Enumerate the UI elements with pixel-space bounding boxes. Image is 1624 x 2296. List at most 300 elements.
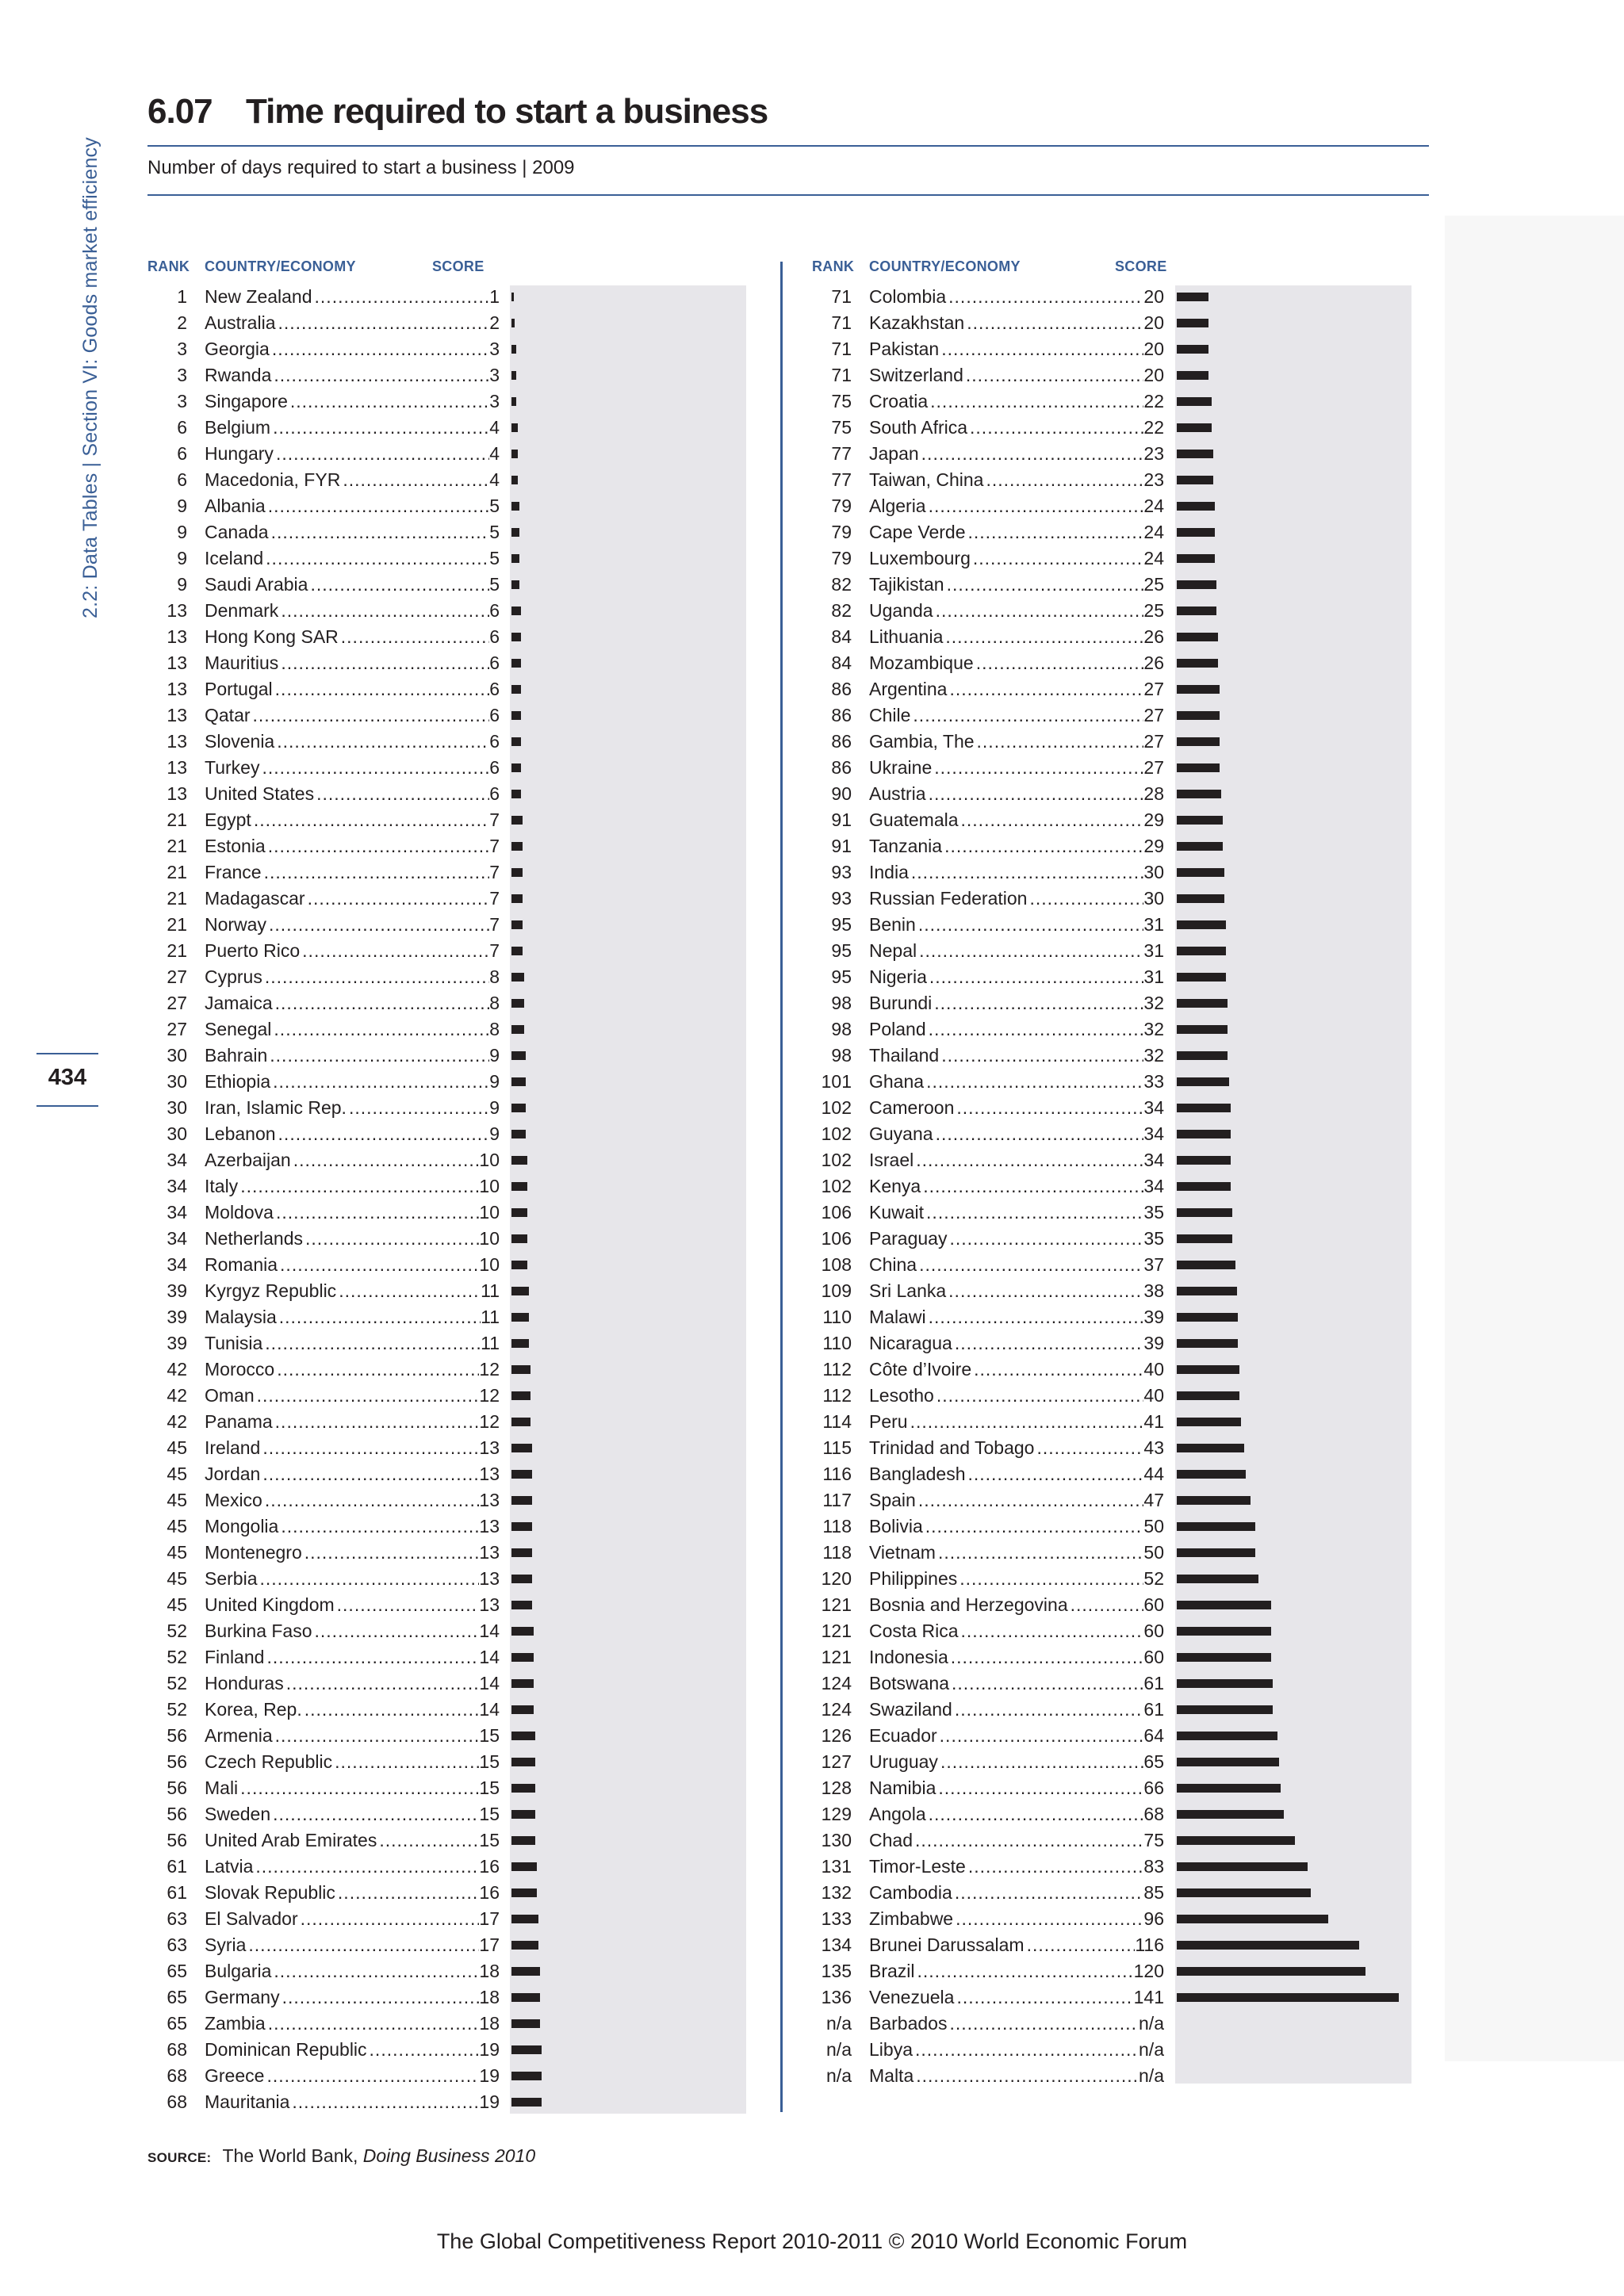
bar <box>1177 633 1218 641</box>
rank-cell: 86 <box>831 679 852 699</box>
bar <box>511 1077 526 1086</box>
country-score-cell <box>205 1932 500 1958</box>
country-score-cell <box>869 336 1164 362</box>
country-score-cell <box>869 1069 1164 1095</box>
bar <box>511 2072 542 2080</box>
rank-cell: 63 <box>167 1908 187 1929</box>
leader-dots <box>948 1278 1143 1304</box>
country-name: Sweden <box>205 1804 271 1824</box>
country-name: Slovenia <box>205 731 275 752</box>
rank-cell: 127 <box>821 1751 852 1772</box>
country-score-cell <box>205 1906 500 1932</box>
country-name: Switzerland <box>869 365 963 385</box>
leader-dots <box>941 336 1143 362</box>
bar <box>1177 1836 1295 1845</box>
leader-dots <box>304 1540 480 1566</box>
country-score-cell <box>205 859 500 886</box>
bar <box>511 1313 529 1322</box>
bar <box>511 1941 538 1950</box>
country-score-cell <box>869 1775 1164 1801</box>
country-score-cell <box>205 676 500 702</box>
score-value: 33 <box>1143 1071 1164 1092</box>
country-name: Italy <box>205 1176 239 1196</box>
bar <box>1177 1496 1251 1505</box>
leader-dots <box>947 572 1144 598</box>
country-score-cell <box>869 1540 1164 1566</box>
country-score-cell <box>205 729 500 755</box>
country-score-cell <box>205 1200 500 1226</box>
country-score-cell <box>205 1958 500 1984</box>
bar <box>511 1705 534 1714</box>
country-name: Mongolia <box>205 1516 279 1536</box>
rank-cell: 106 <box>821 1202 852 1223</box>
rank-cell: 9 <box>177 574 187 595</box>
bar <box>1177 345 1208 354</box>
leader-dots <box>276 441 489 467</box>
score-value: 12 <box>479 1411 500 1432</box>
rank-cell: 117 <box>822 1490 852 1510</box>
score-value: 23 <box>1143 469 1164 490</box>
score-value: 13 <box>479 1516 500 1536</box>
score-value: 4 <box>489 469 500 490</box>
country-score-cell <box>869 1880 1164 1906</box>
score-value: 19 <box>479 2065 500 2086</box>
country-score-cell <box>869 1566 1164 1592</box>
rank-cell: 82 <box>831 574 852 595</box>
leader-dots <box>930 388 1143 415</box>
bar <box>511 1261 527 1269</box>
leader-dots <box>240 1775 479 1801</box>
country-score-cell <box>205 1016 500 1043</box>
leader-dots <box>335 1749 479 1775</box>
country-name: Lesotho <box>869 1385 934 1406</box>
country-score-cell <box>205 1461 500 1487</box>
country-score-cell <box>205 1095 500 1121</box>
rank-cell: 6 <box>177 417 187 438</box>
country-score-cell <box>205 833 500 859</box>
rank-cell: 102 <box>821 1097 852 1118</box>
country-name: Libya <box>869 2039 913 2060</box>
leader-dots <box>955 1697 1144 1723</box>
country-score-cell <box>205 964 500 990</box>
score-value: 32 <box>1143 1019 1164 1039</box>
score-value: 24 <box>1143 522 1164 542</box>
bar <box>511 659 521 668</box>
score-value: 3 <box>489 339 500 359</box>
bar <box>1177 1993 1399 2002</box>
leader-dots <box>259 1566 479 1592</box>
country-name: Brunei Darussalam <box>869 1934 1025 1955</box>
country-name: Kazakhstan <box>869 312 965 333</box>
country-name: Slovak Republic <box>205 1882 335 1903</box>
country-name: Côte d’Ivoire <box>869 1359 972 1380</box>
country-score-cell <box>869 1173 1164 1200</box>
rank-cell: 1 <box>177 286 187 307</box>
rank-cell: 120 <box>821 1568 852 1589</box>
country-score-cell <box>205 598 500 624</box>
leader-dots <box>976 650 1144 676</box>
score-value: 7 <box>489 914 500 935</box>
bar <box>511 816 523 825</box>
leader-dots <box>272 336 489 362</box>
rank-cell: 34 <box>167 1150 187 1170</box>
country-score-cell <box>869 886 1164 912</box>
score-value: 28 <box>1143 783 1164 804</box>
score-value: 11 <box>481 1280 500 1301</box>
leader-dots <box>974 1357 1143 1383</box>
rank-cell: 13 <box>167 600 187 621</box>
country-score-cell <box>205 1854 500 1880</box>
bar <box>511 1627 534 1636</box>
score-value: 39 <box>1143 1333 1164 1353</box>
bar <box>511 293 514 301</box>
score-value: 6 <box>489 626 500 647</box>
country-name: Egypt <box>205 809 251 830</box>
country-score-cell <box>205 1618 500 1644</box>
rank-cell: 102 <box>821 1176 852 1196</box>
rank-cell: 21 <box>167 809 187 830</box>
rank-cell: 118 <box>822 1516 852 1536</box>
bar <box>1177 293 1208 301</box>
bar <box>1177 554 1215 563</box>
country-name: Guatemala <box>869 809 959 830</box>
score-value: n/a <box>1139 2065 1164 2086</box>
leader-dots <box>253 702 490 729</box>
rank-cell: 71 <box>831 312 852 333</box>
leader-dots <box>257 1383 480 1409</box>
country-score-cell <box>205 493 500 519</box>
country-name: Jamaica <box>205 993 273 1013</box>
leader-dots <box>277 1357 479 1383</box>
score-value: 83 <box>1143 1856 1164 1877</box>
bar <box>511 1287 529 1295</box>
bar <box>511 1156 527 1165</box>
country-score-cell <box>205 1357 500 1383</box>
country-score-cell <box>205 415 500 441</box>
country-score-cell <box>205 1330 500 1357</box>
country-score-cell <box>869 1121 1164 1147</box>
bar <box>1177 868 1224 877</box>
rank-cell: 135 <box>821 1961 852 1981</box>
score-value: 18 <box>479 1961 500 1981</box>
country-score-cell <box>205 1409 500 1435</box>
country-score-cell <box>869 467 1164 493</box>
score-value: 25 <box>1143 574 1164 595</box>
score-value: 12 <box>479 1359 500 1380</box>
leader-dots <box>305 1226 479 1252</box>
bar <box>511 371 516 380</box>
rank-cell: 68 <box>167 2091 187 2112</box>
leader-dots <box>929 1016 1144 1043</box>
country-score-cell <box>205 1723 500 1749</box>
bar <box>511 973 524 982</box>
country-name: United Kingdom <box>205 1594 335 1615</box>
score-value: 14 <box>479 1647 500 1667</box>
country-name: Luxembourg <box>869 548 971 568</box>
bar <box>1177 1234 1232 1243</box>
score-value: 120 <box>1133 1961 1164 1981</box>
score-value: 66 <box>1143 1777 1164 1798</box>
country-score-cell <box>205 1173 500 1200</box>
leader-dots <box>926 1069 1143 1095</box>
country-name: Kyrgyz Republic <box>205 1280 337 1301</box>
leader-dots <box>973 545 1144 572</box>
country-name: Bangladesh <box>869 1464 966 1484</box>
score-value: 9 <box>489 1123 500 1144</box>
score-value: 34 <box>1143 1097 1164 1118</box>
country-name: Chile <box>869 705 911 725</box>
leader-dots <box>952 1670 1143 1697</box>
country-score-cell <box>869 1801 1164 1827</box>
country-score-cell <box>869 1043 1164 1069</box>
country-name: Zambia <box>205 2013 266 2034</box>
country-score-cell <box>205 1226 500 1252</box>
bar <box>511 1836 535 1845</box>
country-score-cell <box>205 1487 500 1513</box>
country-name: Austria <box>869 783 926 804</box>
country-name: New Zealand <box>205 286 312 307</box>
country-name: Dominican Republic <box>205 2039 367 2060</box>
leader-dots <box>910 1409 1144 1435</box>
leader-dots <box>967 310 1143 336</box>
bar <box>1177 1548 1255 1557</box>
rank-cell: 13 <box>167 705 187 725</box>
country-name: Botswana <box>869 1673 950 1693</box>
leader-dots <box>273 415 489 441</box>
country-score-cell <box>869 1383 1164 1409</box>
score-value: 3 <box>489 391 500 411</box>
score-value: 14 <box>479 1673 500 1693</box>
country-name: Israel <box>869 1150 914 1170</box>
bar <box>511 1862 537 1871</box>
country-name: Lithuania <box>869 626 944 647</box>
rank-cell: 110 <box>822 1333 852 1353</box>
bar <box>1177 711 1220 720</box>
rank-cell: 109 <box>821 1280 852 1301</box>
country-score-cell <box>869 1827 1164 1854</box>
bar <box>511 1548 532 1557</box>
score-value: 14 <box>479 1699 500 1720</box>
score-value: 17 <box>479 1908 500 1929</box>
leader-dots <box>955 1330 1144 1357</box>
bar <box>511 476 518 484</box>
score-value: 20 <box>1143 365 1164 385</box>
bar <box>1177 1104 1231 1112</box>
bar <box>511 502 519 511</box>
leader-dots <box>959 1566 1143 1592</box>
rank-cell: 98 <box>831 1019 852 1039</box>
country-name: Vietnam <box>869 1542 936 1563</box>
rank-cell: 101 <box>821 1071 852 1092</box>
leader-dots <box>956 1095 1143 1121</box>
country-score-cell <box>869 545 1164 572</box>
score-value: 7 <box>489 862 500 882</box>
column-divider <box>780 262 783 2112</box>
country-name: Cape Verde <box>869 522 966 542</box>
country-name: Ethiopia <box>205 1071 271 1092</box>
rank-cell: n/a <box>826 2013 852 2034</box>
score-value: 20 <box>1143 339 1164 359</box>
country-score-cell <box>869 964 1164 990</box>
rank-cell: 134 <box>821 1934 852 1955</box>
country-header: COUNTRY/ECONOMY <box>869 258 1021 274</box>
country-name: Albania <box>205 496 266 516</box>
leader-dots <box>266 545 489 572</box>
leader-dots <box>277 729 489 755</box>
bar <box>511 1784 535 1793</box>
bar <box>1177 580 1216 589</box>
country-score-cell <box>869 1016 1164 1043</box>
bar <box>511 1967 540 1976</box>
rank-cell: 71 <box>831 365 852 385</box>
rank-cell: 6 <box>177 469 187 490</box>
rank-cell: 112 <box>822 1385 852 1406</box>
country-name: Zimbabwe <box>869 1908 954 1929</box>
leader-dots <box>926 1200 1143 1226</box>
country-score-cell <box>869 938 1164 964</box>
leader-dots <box>308 886 490 912</box>
country-score-cell <box>205 624 500 650</box>
score-value: 6 <box>489 731 500 752</box>
rank-cell: 71 <box>831 339 852 359</box>
score-value: 61 <box>1143 1673 1164 1693</box>
bar <box>1177 502 1215 511</box>
bar <box>511 1888 537 1897</box>
country-name: Armenia <box>205 1725 273 1746</box>
score-value: 19 <box>479 2039 500 2060</box>
bar <box>1177 947 1226 955</box>
score-value: 30 <box>1143 888 1164 909</box>
leader-dots <box>341 624 489 650</box>
country-score-cell <box>205 284 500 310</box>
rank-cell: 56 <box>167 1725 187 1746</box>
leader-dots <box>282 1984 480 2011</box>
score-value: 11 <box>481 1333 500 1353</box>
leader-dots <box>915 1827 1143 1854</box>
score-value: 15 <box>479 1751 500 1772</box>
page-number: 434 <box>48 1065 87 1090</box>
leader-dots <box>339 1278 481 1304</box>
country-score-cell <box>869 729 1164 755</box>
rank-cell: 98 <box>831 1045 852 1066</box>
rank-cell: 21 <box>167 940 187 961</box>
bar <box>1177 607 1216 615</box>
bar <box>1177 1261 1235 1269</box>
country-name: Montenegro <box>205 1542 302 1563</box>
rank-cell: 30 <box>167 1123 187 1144</box>
rank-cell: 130 <box>821 1830 852 1850</box>
leader-dots <box>290 388 489 415</box>
rank-cell: 86 <box>831 757 852 778</box>
country-score-cell <box>205 1801 500 1827</box>
country-name: Uganda <box>869 600 933 621</box>
rank-cell: 13 <box>167 757 187 778</box>
bar <box>1177 1967 1365 1976</box>
country-score-cell <box>869 1226 1164 1252</box>
country-score-cell <box>869 493 1164 519</box>
country-name: Czech Republic <box>205 1751 333 1772</box>
country-name: Georgia <box>205 339 270 359</box>
score-value: 7 <box>489 836 500 856</box>
score-value: 65 <box>1143 1751 1164 1772</box>
leader-dots <box>274 1958 479 1984</box>
score-value: 30 <box>1143 862 1164 882</box>
bar <box>511 1810 535 1819</box>
bar <box>1177 397 1212 406</box>
score-value: 16 <box>479 1882 500 1903</box>
country-score-cell <box>205 1383 500 1409</box>
rank-cell: 52 <box>167 1673 187 1693</box>
score-value: 29 <box>1143 836 1164 856</box>
leader-dots <box>919 938 1143 964</box>
score-value: 37 <box>1143 1254 1164 1275</box>
bar <box>511 2045 542 2054</box>
score-value: 4 <box>489 443 500 464</box>
score-value: 5 <box>489 496 500 516</box>
leader-dots <box>949 2011 1139 2037</box>
score-value: 3 <box>489 365 500 385</box>
country-score-cell <box>869 912 1164 938</box>
country-score-cell <box>205 1252 500 1278</box>
bar <box>1177 1522 1255 1531</box>
leader-dots <box>938 1540 1143 1566</box>
section-label: 2.2: Data Tables | Section VI: Goods market efficiency <box>79 137 102 618</box>
country-score-cell <box>205 1775 500 1801</box>
bar <box>1177 476 1213 484</box>
score-value: 32 <box>1143 1045 1164 1066</box>
leader-dots <box>1029 886 1143 912</box>
rank-cell: 34 <box>167 1228 187 1249</box>
score-value: 10 <box>479 1150 500 1170</box>
country-score-cell <box>205 1147 500 1173</box>
bar <box>511 1522 532 1531</box>
country-score-cell <box>869 781 1164 807</box>
leader-dots <box>940 1749 1143 1775</box>
country-name: Canada <box>205 522 269 542</box>
bar <box>1177 1130 1231 1138</box>
bar <box>511 790 521 798</box>
score-value: 6 <box>489 783 500 804</box>
country-score-cell <box>869 362 1164 388</box>
rank-cell: 79 <box>831 522 852 542</box>
bar <box>1177 1732 1277 1740</box>
country-name: Madagascar <box>205 888 305 909</box>
country-name: Qatar <box>205 705 251 725</box>
rank-cell: 121 <box>821 1594 852 1615</box>
country-name: China <box>869 1254 917 1275</box>
score-value: 6 <box>489 652 500 673</box>
country-name: Japan <box>869 443 919 464</box>
bar <box>511 1234 527 1243</box>
bar <box>511 1653 534 1662</box>
country-score-cell <box>869 859 1164 886</box>
leader-dots <box>929 781 1144 807</box>
score-value: 16 <box>479 1856 500 1877</box>
bar <box>1177 737 1220 746</box>
leader-dots <box>966 362 1144 388</box>
country-name: Oman <box>205 1385 255 1406</box>
bar <box>1177 999 1228 1008</box>
country-score-cell <box>869 1670 1164 1697</box>
leader-dots <box>269 912 489 938</box>
rank-cell: 136 <box>821 1987 852 2007</box>
country-name: Costa Rica <box>869 1621 959 1641</box>
country-score-cell <box>869 1252 1164 1278</box>
country-score-cell <box>869 990 1164 1016</box>
score-value: 19 <box>479 2091 500 2112</box>
country-name: Poland <box>869 1019 926 1039</box>
bar <box>511 737 521 746</box>
